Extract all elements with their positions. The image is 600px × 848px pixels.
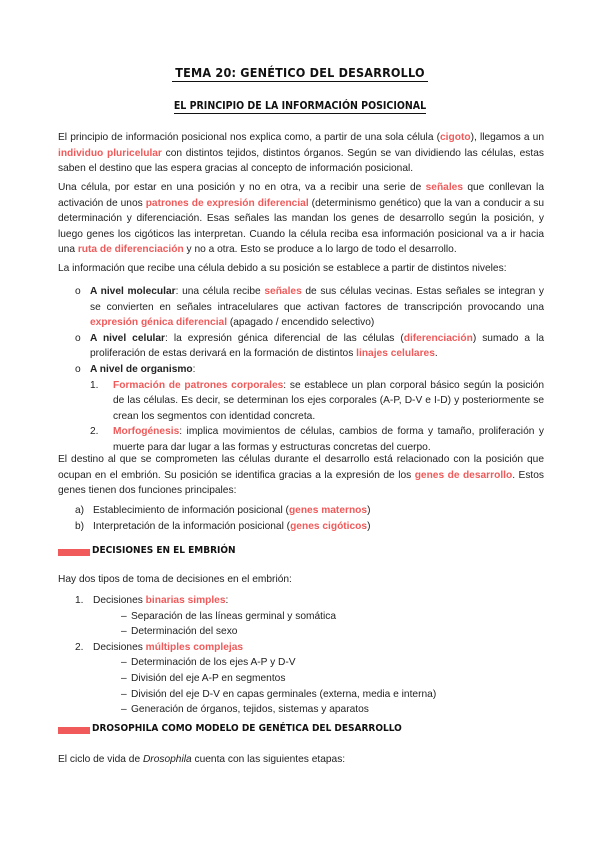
decision-text: [93, 593, 228, 609]
cel-text-e: .: [434, 348, 438, 360]
list-item: [58, 609, 544, 625]
list-item: [58, 331, 544, 362]
highlight-patrones: patrones de expresión diferencial: [145, 197, 309, 209]
highlight-ruta: ruta de diferenciación: [77, 244, 184, 256]
levels-list: [58, 284, 544, 456]
highlight-linajes: linajes celulares: [356, 348, 435, 360]
p1-text-c: ), llegamos a un: [470, 132, 544, 143]
highlight-binarias: binarias simples: [145, 595, 226, 606]
p6-text-c: cuenta con las siguientes etapas:: [191, 754, 346, 765]
item-number: 1.: [90, 379, 99, 391]
dash-marker: –: [121, 704, 127, 716]
list-item: [58, 503, 544, 519]
sub-item: División del eje A-P en segmentos: [131, 672, 286, 684]
org-colon: :: [192, 363, 196, 375]
d1-text: Decisiones: [93, 595, 146, 606]
page-title: TEMA 20: GENÉTICO DEL DESARROLLO: [172, 63, 427, 82]
mol-text-c: de sus células vecinas. Estas señales se integran y se convierten en señales intracelulares que activan factores de transcripción provocando una: [90, 286, 545, 313]
dash-marker: –: [121, 688, 127, 700]
drosophila-paragraph: [58, 752, 544, 768]
dash-marker: –: [121, 672, 127, 684]
list-item: [58, 362, 544, 456]
list-item: [58, 640, 544, 656]
list-item: [58, 284, 544, 331]
p1-text-a: El principio de información posicional nos explica como, a partir de una sola célula (: [58, 132, 441, 143]
highlight-genes-cigoticos: genes cigóticos: [290, 521, 368, 532]
decisions-intro: Hay dos tipos de toma de decisiones en el embrión:: [58, 574, 292, 585]
level-molecular-head: A nivel molecular: [90, 286, 176, 297]
cell-paragraph: [58, 180, 544, 258]
section-marker: [58, 727, 90, 734]
p1-text-e: con distintos tejidos, distintos órganos. Según se van dividiendo las células, estas saben el destino que las espera gracias al concepto de información posicional.: [58, 147, 544, 175]
list-item: [58, 624, 544, 640]
highlight-morfogenesis: Morfogénesis: [113, 426, 180, 438]
section-title: DECISIONES EN EL EMBRIÓN: [92, 545, 236, 556]
functions-list: [58, 503, 544, 535]
drosophila-italic: Drosophila: [142, 754, 192, 765]
levels-intro: La información que recibe una célula debido a su posición se establece a partir de distintos niveles:: [58, 263, 507, 274]
cel-text-a: : la expresión génica diferencial de las células (: [165, 332, 404, 344]
dash-marker: –: [121, 610, 127, 622]
list-item: [58, 593, 544, 609]
list-item: [58, 519, 544, 535]
highlight-expresion: expresión génica diferencial: [90, 317, 228, 329]
item-label: b): [75, 521, 85, 532]
sub-item: Separación de las líneas germinal y somática: [131, 610, 336, 622]
sub-item: Determinación del sexo: [131, 626, 238, 638]
bullet-marker: o: [75, 363, 81, 375]
dash-marker: –: [121, 657, 127, 669]
list-item: [90, 424, 544, 455]
organism-sublist: [90, 378, 544, 456]
sub-item: Determinación de los ejes A-P y D-V: [131, 657, 296, 669]
item-number: 1.: [75, 595, 84, 606]
highlight-individuo: individuo pluricelular: [58, 147, 162, 159]
f1-text: Establecimiento de información posicional (: [93, 505, 289, 516]
section-title: DROSOPHILA COMO MODELO DE GENÉTICA DEL DESARROLLO: [92, 723, 402, 734]
sub-item: División del eje D-V en capas germinales (externa, media e interna): [131, 688, 437, 700]
org-item2-text: : implica movimientos de células, cambios de forma y tamaño, proliferación y muerte para dar lugar a las formas y estructuras concretas del cuerpo.: [113, 426, 544, 453]
highlight-cigoto: cigoto: [440, 132, 471, 143]
p6-text-a: El ciclo de vida de: [58, 754, 143, 765]
dash-marker: –: [121, 626, 127, 638]
mol-text-e: (apagado / encendido selectivo): [227, 317, 375, 329]
mol-text-a: : una célula recibe: [175, 286, 265, 297]
p2-text-a: Una célula, por estar en una posición y no en otra, va a recibir una serie de: [58, 182, 426, 193]
highlight-diferenciacion: diferenciación: [403, 332, 473, 344]
p2-text-g: y no a otra. Esto se produce a lo largo de todo el desarrollo.: [183, 244, 457, 256]
highlight-genes-desarrollo: genes de desarrollo: [414, 469, 513, 481]
item-label: a): [75, 505, 85, 516]
decision-text: [93, 640, 243, 656]
function-text: [93, 519, 370, 535]
p2-text-c: que conllevan la activación de unos: [58, 182, 544, 209]
org-item1-text: : se establece un plan corporal básico según la posición de las células. Es decir, se determinan los ejes corporales (A-P, D-V e I-D) y posteriormente se crean los segmentos con identidad concreta.: [113, 379, 544, 422]
list-item: [90, 378, 544, 425]
p4-text-a: El destino al que se comprometen las células durante el desarrollo está relacionado con la posición que ocupan en el embrión. Su posición se identifica gracias a la expresión de los: [58, 454, 544, 481]
f1-end: ): [367, 505, 371, 516]
section-subtitle: EL PRINCIPIO DE LA INFORMACIÓN POSICIONAL: [173, 100, 427, 112]
p4-text-c: . Estos genes tienen dos funciones principales:: [58, 469, 544, 497]
function-text: [93, 503, 370, 519]
highlight-formacion: Formación de patrones corporales: [113, 379, 284, 391]
bullet-marker: o: [75, 286, 81, 297]
list-item: [58, 655, 544, 671]
highlight-multiples: múltiples complejas: [145, 641, 244, 653]
intro-paragraph: [58, 130, 544, 177]
f2-end: ): [367, 521, 371, 532]
decisions-list: [58, 593, 544, 718]
list-item: [58, 687, 544, 703]
p2-text-e: (determinismo genético) que la van a conducir a su determinación y diferenciación. Esas señales las mandan los genes de desarrollo según la posición, y luego genes los cigóticos las interpretan. Cuando la célula reciba esa información posicional va a ir hacia una: [58, 197, 545, 256]
f2-text: Interpretación de la información posicional (: [93, 521, 291, 532]
highlight-senales-2: señales: [264, 286, 302, 297]
destiny-paragraph: [58, 452, 544, 499]
d1-end: :: [225, 595, 229, 606]
item-number: 2.: [90, 426, 99, 438]
cel-text-c: ) sumado a la proliferación de estas derivará en la formación de distintos: [90, 332, 544, 360]
bullet-marker: o: [75, 332, 81, 344]
item-number: 2.: [75, 641, 84, 653]
section-marker: [58, 549, 90, 556]
level-celular-head: A nivel celular: [90, 332, 166, 344]
highlight-senales: señales: [425, 182, 464, 193]
list-item: [58, 671, 544, 687]
level-organismo-head: A nivel de organismo: [90, 363, 193, 375]
sub-item: Generación de órganos, tejidos, sistemas y aparatos: [131, 704, 369, 716]
list-item: [58, 702, 544, 718]
highlight-genes-maternos: genes maternos: [288, 505, 368, 516]
d2-text: Decisiones: [93, 641, 146, 653]
